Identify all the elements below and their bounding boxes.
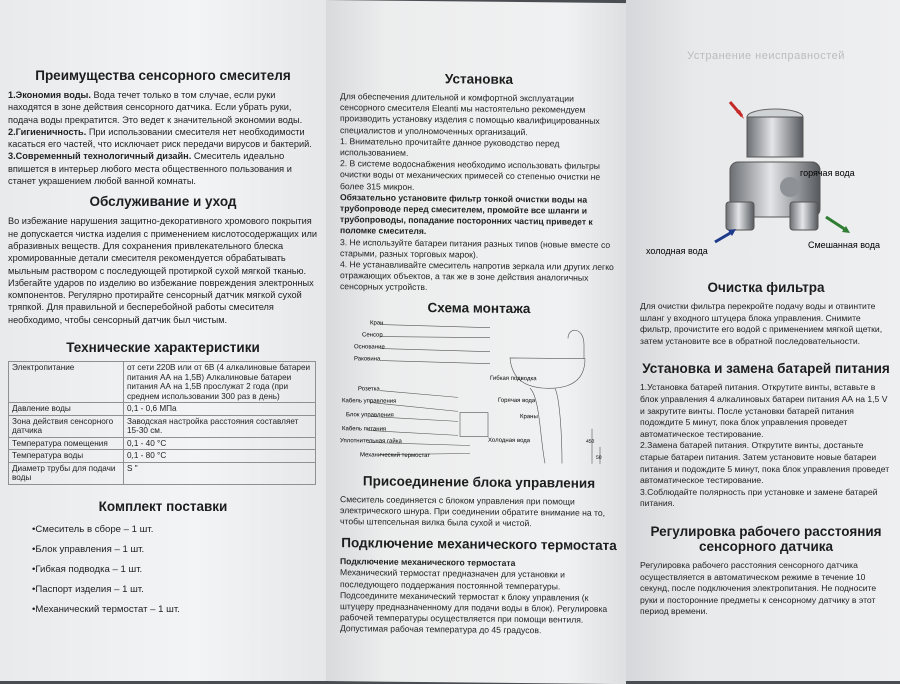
spec-row (9, 415, 316, 437)
range-text: Регулировка рабочего расстояния сенсорного датчика осуществляется в автоматическом режиме в течение 10 секунд, после подключения электропитания. Не подносите руки и посторонние предметы к сенсорному датчику в этот период времени. (640, 559, 877, 617)
label-hot-water: горячая вода (800, 168, 855, 178)
scheme-label-flex: Гибкая подводка (490, 375, 537, 382)
range-title: Регулировка рабочего расстояния сенсорного датчика (650, 523, 882, 554)
battery-title: Установка и замена батарей питания (642, 361, 890, 377)
panel-left (0, 0, 326, 681)
advantage-1: 1.Экономия воды. Вода течет только в том случае, если руки находятся в зоне действия сенсорного датчика. Если убрать руки, подача воды прекратится. Это ведет к значительной экономии воды. (8, 90, 303, 125)
scheme-label-box: Блок управления (346, 411, 394, 419)
scheme-label-socket: Розетка (358, 385, 380, 393)
scheme-label-hot: Горячая вода (498, 397, 536, 404)
scheme-label-valves: Краны (520, 413, 538, 420)
install-step-3: 3. Не используйте батареи питания разных типов (новые вместе со старыми, разных торговых марок). (340, 236, 611, 260)
cold-water-arrow (715, 232, 732, 242)
connect-title: Присоединение блока управления (362, 473, 596, 491)
spec-key: Зона действия сенсорного датчика (9, 415, 124, 437)
scheme-label-thermostat: Механический термостат (360, 452, 431, 459)
install-title: Установка (444, 71, 514, 87)
connect-text: Смеситель соединяется с блоком управления при помощи электрического шнура. При соединении обратите внимание на то, чтобы штепсельная вилка была сухой и чистой. (340, 493, 606, 529)
spec-key: Электропитание (9, 362, 124, 403)
mixed-water-arrow (826, 217, 846, 230)
specs-table (8, 361, 316, 485)
scheme-label-power-cable: Кабель питания (342, 425, 387, 433)
filter-cleaning-text: Для очистки фильтра перекройте подачу воды и отвинтите шланг у входного штуцера блока управления. Снимите фильтр, прочистите его водой с применением мягкой щетки, затем установите все в обратной последовательности. (640, 301, 883, 346)
spec-value: Заводская настройка расстояния составляет 15-30 см. (124, 415, 316, 437)
kit-list (8, 520, 318, 620)
install-step-4: 4. Не устанавливайте смеситель напротив зеркала или других легко отражающих объектов, а так же в зоне действия аналогичных сенсорных устройств. (340, 259, 614, 293)
thermostat-text: Механический термостат предназначен для установки и последующего поддержания постоянной температуры. Подсоедините механический термостат к блоку управления (к штуцеру предназначенному для подачи воды в блок). Регулировка рабочей температуры осуществляется при помощи вентиля. Допустимая рабочая температура до 45 градусов. (340, 567, 608, 636)
spec-value: от сети 220В или от 6В (4 алкалиновые батареи питания АА на 1,5В) Алкалиновые батареи питания АА на 1,5В прослужат 2 года (при среднем использовании 300 раз в день) (124, 362, 316, 403)
scheme-label-cold: Холодная вода (488, 437, 531, 444)
spec-key: Температура воды (9, 450, 124, 463)
care-title: Обслуживание и уход (89, 194, 237, 210)
spec-row (9, 437, 316, 450)
spec-row (9, 450, 316, 463)
label-cold-water: холодная вода (646, 246, 708, 256)
spec-value: 0,1 - 80 °С (124, 450, 316, 463)
scheme-label-crane: Кран (370, 320, 384, 327)
thermostat-title: Подключение механического термостата (341, 535, 617, 554)
battery-replace: 2.Замена батарей питания. Открутите винты, достаньте старые батареи питания. Затем установите новые батареи питания и подождите 5 минут, пока блок управления проведет автоматическое тестирование. (640, 440, 890, 486)
advantages-title: Преимущества сенсорного смесителя (35, 68, 291, 83)
spec-key: Температура помещения (9, 437, 124, 450)
scheme-title: Схема монтажа (427, 299, 531, 316)
spec-row (9, 462, 316, 484)
spec-value: S " (124, 462, 316, 484)
spec-key: Диаметр трубы для подачи воды (9, 462, 124, 484)
spec-key: Давление воды (9, 403, 124, 416)
battery-polarity: 3.Соблюдайте полярность при установке и замене батарей питания. (640, 486, 878, 509)
scheme-label-seal: Уплотнительная гайка (340, 437, 402, 445)
kit-title: Комплект поставки (98, 498, 228, 514)
scheme-dim-450: 450 (586, 438, 595, 445)
scheme-label-sink: Раковина (354, 355, 381, 363)
install-step-2: 2. В системе водоснабжения необходимо использовать фильтры очистки воды от механических примесей со степенью очистки не более 315 микрон. (340, 158, 601, 192)
scheme-dim-50: 50 (596, 454, 602, 461)
kit-item: •Паспорт изделия – 1 шт. (32, 583, 144, 595)
spec-value: 0,1 - 0,6 МПа (124, 403, 316, 416)
panel-middle (326, 0, 626, 684)
advantage-2: 2.Гигиеничность. При использовании смесителя нет необходимости касаться его частей, что исключает риск передачи вирусов и бактерий. (8, 126, 312, 150)
filter-cleaning-title: Очистка фильтра (707, 280, 825, 295)
care-text: Во избежание нарушения защитно-декоративного хромового покрытия не допускается чистка изделия с применением кислотосодержащих или абразивных веществ. Для сохранения привлекательного блеска хромированные детали смесителя рекомендуется обрабатывать мыльным раствором с последующей протиркой сухой мягкой тканью. Избегайте ударов по изделию во избежание повреждения электронных компонентов. Регулярно протирайте сенсорный датчик мягкой сухой тряпкой. Для правильной и бесперебойной работы смесителя необходимо, чтобы сенсорный датчик был чистым. (8, 216, 317, 325)
kit-item: •Механический термостат – 1 шт. (32, 603, 180, 615)
scheme-label-cable: Кабель управления (342, 397, 397, 405)
mixer-valve-illustration (640, 92, 892, 257)
kit-item: •Гибкая подводка – 1 шт. (32, 563, 143, 575)
specs-title: Технические характеристики (66, 340, 260, 356)
kit-item: •Смеситель в сборе – 1 шт. (32, 523, 154, 535)
spec-value: 0,1 - 40 °С (124, 437, 316, 450)
install-step-1: 1. Внимательно прочитайте данное руководство перед использованием. (340, 135, 560, 158)
scheme-label-base: Основание (354, 343, 385, 351)
battery-install: 1.Установка батарей питания. Открутите винты, вставьте в блок управления 4 алкалиновых батареи питания АА на 1,5 V и закрутите винты. После установки батарей питания подождите 5 минут, пока блок управления проведет автоматическое тестирование. (640, 382, 888, 439)
advantage-3: 3.Современный технологичный дизайн. Смеситель идеально впишется в интерьер любого места общественного пользования и станет украшением любой ванной комнаты. (8, 151, 292, 187)
troubleshooting-title-faded: Устранение неисправностей (687, 50, 845, 62)
install-intro: Для обеспечения длительной и комфортной эксплуатации сенсорного смесителя Eleanti мы настоятельно рекомендуем производить установку изделия с помощью квалифицированных специалистов и уполномоченных организаций. (340, 91, 600, 137)
spec-row (9, 362, 316, 403)
kit-item: •Блок управления – 1 шт. (32, 543, 145, 555)
scheme-label-sensor: Сенсор (362, 332, 383, 339)
installation-scheme (340, 316, 610, 469)
panel-right (626, 0, 900, 681)
thermostat-subtitle: Подключение механического термостата (340, 556, 516, 569)
filter-warning: Обязательно установите фильтр тонкой очистки воды на трубопроводе перед смесителем, промойте все шланги и трубопроводы, попадание посторонних частиц приведет к поломке смесителя. (340, 191, 593, 237)
spec-row (9, 403, 316, 416)
label-mixed-water: Смешанная вода (808, 240, 880, 250)
